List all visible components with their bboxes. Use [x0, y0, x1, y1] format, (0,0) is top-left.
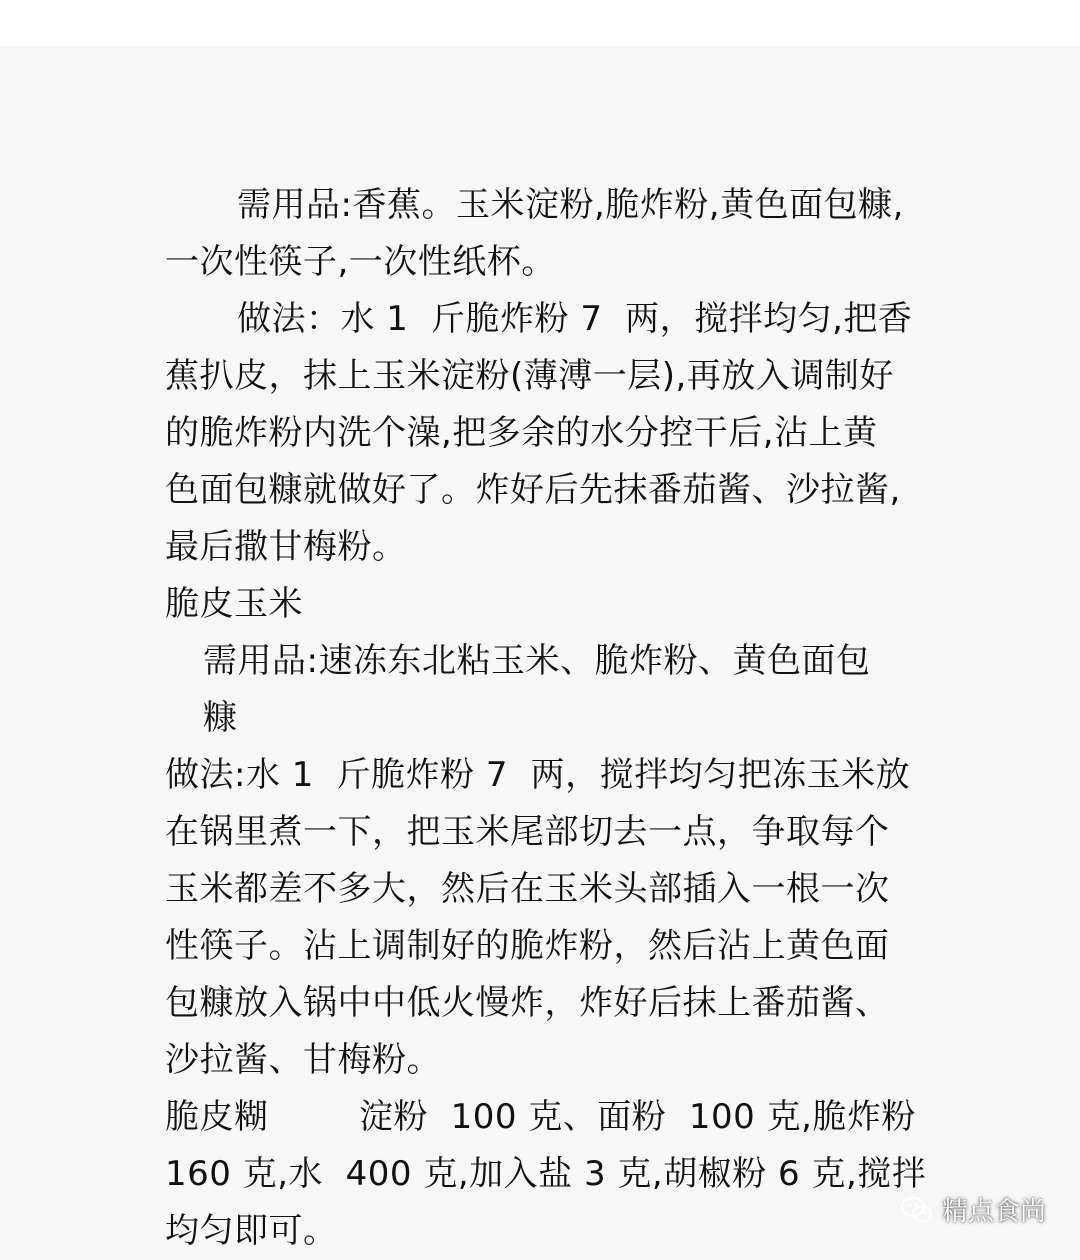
text-line: 包糠放入锅中中低火慢炸，炸好后抹上番茄酱、 [165, 983, 890, 1023]
text-line: 蕉扒皮，抹上玉米淀粉(薄溥一层),再放入调制好 [165, 356, 894, 396]
text-line: 糠 [203, 698, 238, 738]
text-line: 性筷子。沾上调制好的脆炸粉，然后沾上黄色面 [165, 926, 890, 966]
wechat-icon [900, 1195, 934, 1225]
text-line: 需用品:速冻东北粘玉米、脆炸粉、黄色面包 [203, 641, 871, 681]
text-line: 160 克,水 400 克,加入盐 3 克,胡椒粉 6 克,搅拌 [165, 1154, 927, 1194]
recipe-text [165, 177, 925, 1260]
text-line: 一次性筷子,一次性纸杯。 [165, 242, 556, 282]
watermark [900, 1191, 1046, 1228]
text-line: 色面包糠就做好了。炸好后先抹番茄酱、沙拉酱, [165, 470, 901, 510]
text-line: 做法：水 1 斤脆炸粉 7 两，搅拌均匀,把香 [237, 299, 913, 339]
text-line: 玉米都差不多大，然后在玉米头部插入一根一次 [165, 869, 890, 909]
text-line: 脆皮糊 淀粉 100 克、面粉 100 克,脆炸粉 [165, 1097, 916, 1137]
top-band [0, 0, 1080, 46]
text-line: 最后撒甘梅粉。 [165, 527, 407, 567]
text-line: 均匀即可。 [165, 1211, 338, 1251]
text-line: 沙拉酱、甘梅粉。 [165, 1040, 441, 1080]
watermark-text: 精点食尚 [941, 1197, 1046, 1227]
text-line: 需用品:香蕉。玉米淀粉,脆炸粉,黄色面包糠, [237, 185, 904, 225]
text-line: 的脆炸粉内洗个澡,把多余的水分控干后,沾上黄 [165, 413, 878, 453]
section-heading: 脆皮玉米 [165, 584, 303, 624]
text-line: 在锅里煮一下，把玉米尾部切去一点，争取每个 [165, 812, 890, 852]
text-line: 做法:水 1 斤脆炸粉 7 两，搅拌均匀把冻玉米放 [165, 755, 911, 795]
